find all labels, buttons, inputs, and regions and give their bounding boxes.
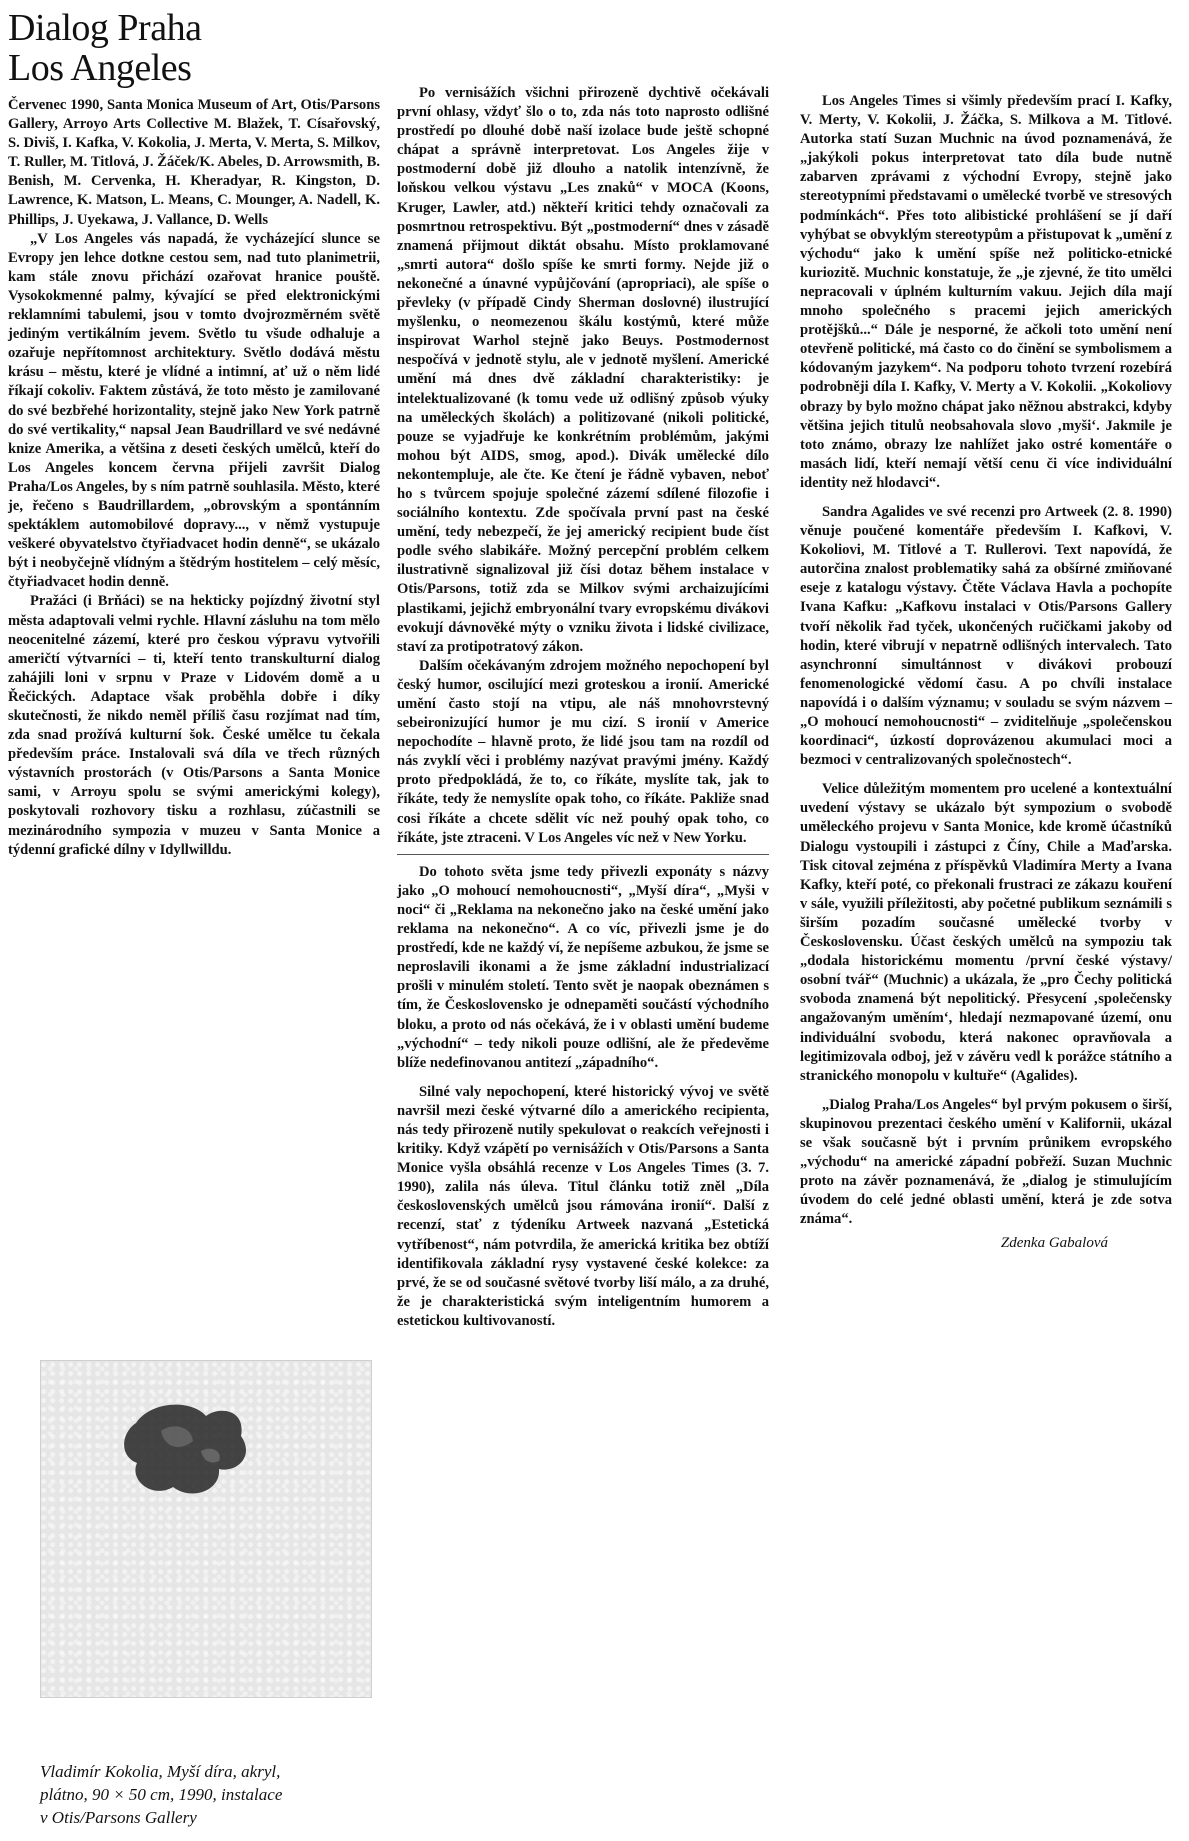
title-line-1: Dialog Praha [8,7,202,49]
article-title-block [8,8,380,96]
caption-line: v Otis/Parsons Gallery [40,1808,197,1827]
caption-line: Vladimír Kokolia, Myší díra, akryl, [40,1762,281,1781]
paragraph: Los Angeles Times si všimly především prací I. Kafky, V. Merty, V. Kokolii, J. Žáčka, S. Milkova a M. Titlové. Autorka statí Suzan Muchnic na úvod poznamenává, že „jakýkoli pokus interpretovat tato díla bude nutně zabarven zprávami z východní Evropy, stejně jako stereotypními představami o umělecké tvorbě ve stresových podmínkách“. Přes toto alibistické prohlášení se jí daří vyhýbat se obvyklým stereotypům a přistupovat k „umění z východu“ jako k umění spíše než politicko-etnické kuriozitě. Muchnic konstatuje, že „je zjevné, že tito umělci nepracovali v úplném kulturním vakuu. Jejich díla mají mnoho společného s pracemi jejich amerických protějšků...“ Dále je nesporné, že ačkoli toto umění není otevřeně politické, má často co do činění se symbolismem a kódovaným jazykem“. Na podporu tohoto tvrzení rozebírá podrobněji díla I. Kafky, V. Merty a V. Kokolii. „Kokoliovy obrazy by bylo možno chápat jako něžnou abstrakci, kdyby většina jejich titulů neobsahovala slovo ‚myši‘. Jakmile je toto známo, obrazy lze nahlížet jako ostré komentáře o masách lidí, kteří nemají větší cenu či více individuální identity než hlodavci“. [800,93,1172,491]
paragraph: Po vernisážích všichni přirozeně dychtivě očekávali první ohlasy, vždyť šlo o to, zda nás toto naprosto odlišné prostředí po dlouhé době naší izolace bude ještě schopné chápat a správně interpretovat. Los Angeles žije v postmoderní době již dlouho a natolik intenzívně, že loňskou velkou výstavu „Les znaků“ v MOCA (Koons, Kruger, Lawler, atd.) někteří kritici tehdy označovali za posmrtnou retrospektivu. Být „postmoderní“ dnes v zásadě znamená přijmout diktát obsahu. Místo proklamované „smrti autora“ došlo spíše ke smrti formy. Nejde již o nekonečné a únavné vypůjčování (apropriaci), ale spíše o převleky (v případě Cindy Sherman doslovné) ilustrující myšlenku, o neomezenou škálu kostýmů, které může inspirovat Warhol stejně jako Beuys. Postmodernost nespočívá v jednotě stylu, ale v jednotě myšlení. Americké umění má dnes dvě základní charakteristiky: je intelektualizované (k tomu vede už odlišný způsob výuky na uměleckých školách) a politizované (nikoli politické, pouze se vyjadřuje ke konkrétním problémům, jakými mohou být AIDS, smog, apod.). Divák umělecké dílo nekontempluje, ale čte. Ke čtení je řádně vybaven, neboť ho s tvůrcem spojuje společné zázemí sdílené filozofie i sociálního kontextu. Zde spočívala první past na české umění, tedy nebezpečí, že jej americký recipient bude číst podle svého slabikáře. Možný percepční problém celkem ilustrativně signalizoval již čísi dotaz během instalace v Otis/Parsons, totiž zda se Milkov svými archaizujícími plastikami, jejichž embryonální tvary evropskému divákovi evokují dávnověké mýty o vzniku života i lidské civilizace, staví za protipotratový zákon. [397,85,769,655]
artwork-photo [40,1360,372,1698]
exhibition-credits: Červenec 1990, Santa Monica Museum of Art, Otis/Parsons Gallery, Arroyo Arts Collective M. Blažek, T. Císařovský, S. Diviš, I. Kafka, V. Kokolia, J. Merta, V. Merta, S. Milkov, T. Ruller, M. Titlová, J. Žáček/K. Abeles, D. Arrowsmith, B. Benish, M. Cervenka, H. Kheradyar, R. Kingston, D. Lawrence, K. Matson, L. Means, C. Mounger, A. Nadell, K. Phillips, J. Uyekawa, J. Vallance, D. Wells [8,97,380,228]
paragraph: Velice důležitým momentem pro ucelené a kontextuální uvedení výstavy se ukázalo být sympozium o svobodě uměleckého projevu v Santa Monice, kde kromě účastníků Dialogu vystoupili i zástupci z Číny, Chile a Maďarska. Tisk citoval zejména z příspěvků Vladimíra Merty a Ivana Kafky, kteří poté, co překonali frustraci ze zákazu kouření v sále, využili příležitosti, aby početné publikum seznámili s širším pozadím současné umělecké tvorby v Československu. Účast českých umělců na sympoziu tak „dodala historickému momentu /první české výstavy/ osobní tvář“ (Muchnic) a ukázala, že „pro Čechy politická svoboda znamená být nepolitický. Přesycení ‚společensky angažovaným uměním‘, hledají nezmapované území, onu individuální svobodu, která nakonec opravňovala a legitimizovala odboj, jež v závěru vedl k porážce státního a stranického monopolu v kultuře“ (Agalides). [800,781,1172,1084]
paragraph: Dalším očekávaným zdrojem možného nepochopení byl český humor, oscilující mezi groteskou a ironií. Americké umění často stojí na vtipu, ale náš mnohovrstevný sebeironizující humor je mu cizí. S ironií v Americe nepochodíte – hlavně proto, že lidé jsou tam na rozdíl od nás zvyklí věci i problémy nazývat pravými jmény. Každý proto předpokládá, že to, co říkáte, myslíte tak, jak to říkáte, tedy že nemyslíte opak toho, co říkáte. Pakliže snad cosi říkáte a chcete sdělit víc než pouhý opak toho, co říkáte, jste ztraceni. V Los Angeles víc než v New Yorku. [397,657,769,846]
column-1 [8,0,380,860]
author-signature: Zdenka Gabalová [1000,1235,1108,1252]
title-line-2: Los Angeles [8,47,192,89]
column-3 [800,92,1172,1252]
paragraph: Pražáci (i Brňáci) se na hekticky pojízdný životní styl města adaptovali velmi rychle. Hlavní zásluhu na tom mělo neocenitelné zázemí, které pro českou výpravu vytvořili američtí výtvarníci – ti, kteří tento transkulturní dialog zahájili loni v srpnu v Praze v Lidovém domě a u Řečických. Adaptace však proběhla dobře i díky skutečnosti, že nikdo neměl příliš času rozjímat nad tím, zda snad prožívá kulturní šok. České umělce tu čekala především práce. Instalovali svá díla ve třech různých výstavních prostorách (v Otis/Parsons a Santa Monice sami, v Arroyu spolu se svými americkými kolegy), poskytovali rozhovory tisku a rozhlasu, zúčastnili se mezinárodního sympozia v muzeu v Santa Monice a týdenní grafické dílny v Idyllwilldu. [8,593,380,858]
photo-caption [40,1760,380,1829]
paragraph: Silné valy nepochopení, které historický vývoj ve světě navršil mezi české výtvarné dílo a amerického recipienta, nás tedy přirozeně nutily spekulovat o reakcích veřejnosti i kritiky. Když vzápětí po vernisážích v Otis/Parsons a Santa Monice vyšla obsáhlá recenze v Los Angeles Times (3. 7. 1990), zalila nás úleva. Titul článku totiž zněl „Díla československých umělců jsou rámována ironií“. Další z recenzí, stať z týdeníku Artweek nazvaná „Estetická vytříbenost“, nám potvrdila, že americká kritika bez obtíží identifikovala základní rysy vystavené české kolekce: za prvé, že se od současné světové tvorby liší málo, a za druhé, že je charakteristická svým inteligentním humorem a estetickou kultivovaností. [397,1083,769,1329]
paragraph: „V Los Angeles vás napadá, že vycházející slunce se Evropy jen lehce dotkne cestou sem, nad tuto planimetrii, kam stále znovu přichází ozařovat hranice pouště. Vysokokmenné palmy, kývající se před elektronickými reklamními tabulemi, jsou v tomto dvojrozměrném světě jediným vertikálním jevem. Světlo tu všude odhaluje a ozařuje nepřítomnost architektury. Světlo dodává městu krásu – městu, které je vlídné a intimní, ať už o něm lidé říkají cokoliv. Faktem zůstává, že toto město je zamilované do své bezbřehé horizontality, stejně jako New York patrně do své vertikality,“ napsal Jean Baudrillard ve své nedávné knize Amerika, a většina z deseti českých umělců, kteří do Los Angeles koncem června přijeli završit Dialog Praha/Los Angeles, by s ním patrně souhlasila. Město, které je, řečeno s Baudrillardem, „obrovským a spontánním spektáklem automobilové dopravy..., v němž vystupuje veškeré obyvatelstvo čtyřiadvacet hodin denně“, se ukázalo být i neobyčejně vlídným a štědrým hostitelem – celý měsíc, čtyřiadvacet hodin denně. [8,230,380,591]
paragraph: Do tohoto světa jsme tedy přivezli exponáty s názvy jako „O mohoucí nemohoucnosti“, „Myší díra“, „Myši v noci“ či „Reklama na nekonečno jako na české umění jako reklama na nekonečno“. A co víc, přivezli jsme je do prostředí, kde ne každý ví, že nepíšeme azbukou, že jsme se neproslavili ikonami a že jsme základní industrializací prošli v minulém století. Tento svět je naopak obeznámen s tím, že Československo je odnepaměti součástí východního bloku, a proto od nás očekává, že i v oblasti umění budeme „východní“ – tedy nikoli pouze odlišní, ale že předevěme blíže nedefinovanou antitezí „západního“. [397,863,769,1071]
article-title [8,8,380,88]
column-2 [397,84,769,1331]
caption-line: plátno, 90 × 50 cm, 1990, instalace [40,1785,283,1804]
column-divider [397,854,769,855]
paragraph: Sandra Agalides ve své recenzi pro Artweek (2. 8. 1990) věnuje poučené komentáře především I. Kafkovi, V. Kokoliovi, M. Titlové a T. Rullerovi. Text napovídá, že autorčina znalost problematiky sahá za obšírné zmiňované eseje z katalogu výstavy. Čtěte Václava Havla a pochopíte Ivana Kafku: „Kafkovu instalaci v Otis/Parsons Gallery tvoří několik řad tyček, ukončených ručičkami jakoby od hodin, které vibrují v nepatrně odlišných intervalech. Tato asynchronní simultánnost v divákovi probouzí fenomenologické vědomí času. A po chvíli instalace napovídá i o dalším významu; v souladu se svým názvem – „O mohoucí nemohoucnosti“ – zviditelňuje „společenskou koordinaci“, úzkostí doprovázenou akumulaci moci a bezmoci v centralizovaných společnostech“. [800,503,1172,769]
paragraph: „Dialog Praha/Los Angeles“ byl prvým pokusem o širší, skupinovou prezentaci českého umění v Kalifornii, ukázal se však současně být i prvním průnikem evropského „východu“ na americké západní pobřeží. Suzan Muchnic proto na závěr poznamenává, že „dialog je stimulujícím úvodem do celé jedné oblasti umění, která je zde sotva známa“. [800,1096,1172,1228]
artwork-blob-icon [41,1361,371,1697]
